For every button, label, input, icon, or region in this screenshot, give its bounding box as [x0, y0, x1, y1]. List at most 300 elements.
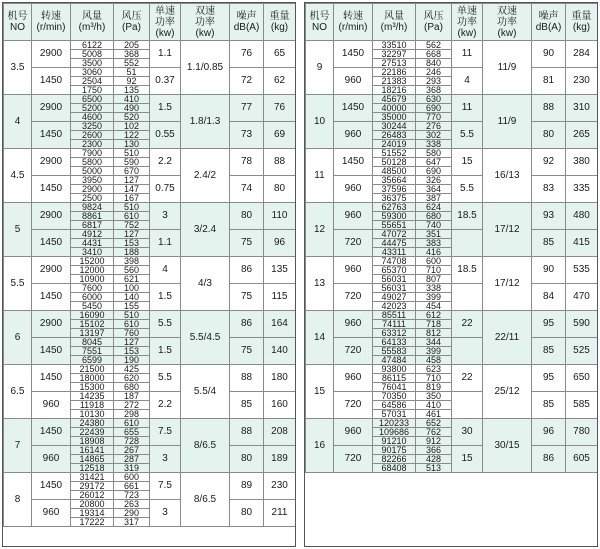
machine-no-cell: 7 — [4, 419, 32, 473]
noise-cell: 96 — [532, 419, 566, 446]
table-row — [306, 203, 598, 212]
noise-cell: 80 — [532, 122, 566, 149]
pressure-cell: 383 — [416, 239, 452, 248]
airflow-cell: 109686 — [373, 428, 416, 437]
rpm-cell: 960 — [32, 392, 71, 419]
double-power-cell: 17/12 — [483, 203, 532, 257]
table-row — [4, 122, 296, 131]
airflow-cell: 93800 — [373, 365, 416, 374]
airflow-cell: 16141 — [71, 446, 114, 455]
column-header — [71, 4, 114, 41]
pressure-cell: 135 — [114, 86, 150, 95]
column-header-line1: 重量 — [269, 11, 290, 22]
column-header — [150, 4, 181, 41]
pressure-cell: 661 — [114, 482, 150, 491]
single-power-cell: 1.5 — [150, 95, 181, 122]
airflow-cell: 76041 — [373, 383, 416, 392]
column-header-line2: 功率 — [195, 16, 215, 28]
table-row — [306, 419, 598, 428]
column-header-line3: (kw) — [457, 27, 477, 39]
airflow-cell: 64133 — [373, 338, 416, 347]
rpm-cell: 1450 — [32, 230, 71, 257]
pressure-cell: 710 — [416, 266, 452, 275]
double-power-cell: 11/9 — [483, 95, 532, 149]
single-power-cell: 7.5 — [150, 419, 181, 446]
airflow-cell: 5800 — [71, 158, 114, 167]
pressure-cell: 425 — [114, 365, 150, 374]
airflow-cell: 40000 — [373, 104, 416, 113]
airflow-cell: 14865 — [71, 455, 114, 464]
airflow-cell: 50128 — [373, 158, 416, 167]
airflow-cell: 21383 — [373, 77, 416, 86]
column-header-line2: 功率 — [497, 16, 517, 28]
pressure-cell: 562 — [416, 41, 452, 50]
pressure-cell: 302 — [416, 131, 452, 140]
column-header-line1: 风压 — [423, 11, 444, 22]
pressure-cell: 364 — [416, 185, 452, 194]
airflow-cell: 6000 — [71, 293, 114, 302]
column-header-line1: 机号 — [309, 11, 330, 22]
airflow-cell: 15102 — [71, 320, 114, 329]
double-power-cell: 1.8/1.3 — [181, 95, 230, 149]
column-header-line2: (r/min) — [36, 22, 66, 33]
pressure-cell: 510 — [114, 311, 150, 320]
rpm-cell: 1450 — [32, 365, 71, 392]
column-header-line2: dB(A) — [233, 22, 260, 33]
pressure-cell: 621 — [114, 275, 150, 284]
column-header-line2: NO — [312, 22, 327, 33]
airflow-cell: 12518 — [71, 464, 114, 473]
table-row — [306, 149, 598, 158]
double-power-cell: 1.1/0.85 — [181, 41, 230, 95]
machine-no-cell: 8 — [4, 473, 32, 527]
rpm-cell: 1450 — [334, 41, 373, 68]
pressure-cell: 188 — [114, 248, 150, 257]
single-power-cell: 0.55 — [150, 122, 181, 149]
rpm-cell: 960 — [334, 311, 373, 338]
pressure-cell: 338 — [416, 140, 452, 149]
pressure-cell: 51 — [114, 68, 150, 77]
single-power-cell: 1.1 — [150, 230, 181, 257]
airflow-cell: 4912 — [71, 230, 114, 239]
table-row — [4, 41, 296, 50]
table-row — [306, 41, 598, 50]
noise-cell: 88 — [230, 365, 264, 392]
airflow-cell: 19314 — [71, 509, 114, 518]
pressure-cell: 740 — [416, 221, 452, 230]
table-row — [306, 392, 598, 401]
rpm-cell: 1450 — [32, 176, 71, 203]
weight-cell: 164 — [264, 311, 296, 338]
pressure-cell: 153 — [114, 347, 150, 356]
airflow-cell: 26483 — [373, 131, 416, 140]
pressure-cell: 319 — [114, 464, 150, 473]
column-header-line1: 双速 — [497, 5, 517, 17]
rpm-cell: 960 — [32, 500, 71, 527]
column-header-line1: 噪声 — [236, 11, 257, 22]
pressure-cell: 624 — [416, 203, 452, 212]
pressure-cell: 293 — [416, 77, 452, 86]
pressure-cell: 630 — [416, 95, 452, 104]
table-row — [4, 284, 296, 293]
pressure-cell: 122 — [114, 131, 150, 140]
pressure-cell: 760 — [114, 329, 150, 338]
single-power-cell: 0.75 — [150, 176, 181, 203]
weight-cell: 135 — [264, 257, 296, 284]
airflow-cell: 18000 — [71, 374, 114, 383]
noise-cell: 84 — [532, 284, 566, 311]
table-row — [4, 392, 296, 401]
machine-no-cell: 10 — [306, 95, 334, 149]
rpm-cell: 960 — [334, 122, 373, 149]
rpm-cell: 960 — [334, 176, 373, 203]
weight-cell: 189 — [264, 446, 296, 473]
header-row — [4, 4, 296, 41]
pressure-cell: 680 — [416, 212, 452, 221]
table-row — [306, 230, 598, 239]
pressure-cell: 368 — [416, 86, 452, 95]
pressure-cell: 668 — [416, 50, 452, 59]
rpm-cell: 720 — [334, 284, 373, 311]
airflow-cell: 7600 — [71, 284, 114, 293]
single-power-cell — [452, 230, 483, 257]
pressure-cell: 155 — [114, 302, 150, 311]
single-power-cell: 1.5 — [150, 338, 181, 365]
machine-no-cell: 12 — [306, 203, 334, 257]
pressure-cell: 246 — [416, 68, 452, 77]
left-table-panel — [2, 2, 296, 547]
airflow-cell: 48500 — [373, 167, 416, 176]
machine-no-cell: 5.5 — [4, 257, 32, 311]
airflow-cell: 11918 — [71, 401, 114, 410]
machine-no-cell: 9 — [306, 41, 334, 95]
airflow-cell: 7900 — [71, 149, 114, 158]
airflow-cell: 85511 — [373, 311, 416, 320]
noise-cell: 73 — [230, 122, 264, 149]
table-row — [4, 500, 296, 509]
single-power-cell: 11 — [452, 41, 483, 68]
table-row — [4, 311, 296, 320]
table-row — [4, 230, 296, 239]
pressure-cell: 807 — [416, 275, 452, 284]
machine-no-cell: 5 — [4, 203, 32, 257]
rpm-cell: 1450 — [334, 149, 373, 176]
pressure-cell: 140 — [114, 293, 150, 302]
rpm-cell: 2900 — [32, 149, 71, 176]
machine-no-cell: 14 — [306, 311, 334, 365]
airflow-cell: 35000 — [373, 113, 416, 122]
table-row — [4, 149, 296, 158]
pressure-cell: 205 — [114, 41, 150, 50]
airflow-cell: 2300 — [71, 140, 114, 149]
airflow-cell: 90175 — [373, 446, 416, 455]
noise-cell: 95 — [532, 311, 566, 338]
pressure-cell: 298 — [114, 410, 150, 419]
single-power-cell: 3 — [150, 500, 181, 527]
column-header-line1: 重量 — [571, 11, 592, 22]
noise-cell: 95 — [532, 365, 566, 392]
airflow-cell: 47484 — [373, 356, 416, 365]
airflow-cell: 42023 — [373, 302, 416, 311]
airflow-cell: 5450 — [71, 302, 114, 311]
weight-cell: 470 — [566, 284, 598, 311]
pressure-cell: 690 — [416, 167, 452, 176]
rpm-cell: 960 — [334, 365, 373, 392]
pressure-cell: 647 — [416, 158, 452, 167]
airflow-cell: 30244 — [373, 122, 416, 131]
airflow-cell: 8861 — [71, 212, 114, 221]
airflow-cell: 2504 — [71, 77, 114, 86]
airflow-cell: 43311 — [373, 248, 416, 257]
single-power-cell: 5.5 — [150, 311, 181, 338]
single-power-cell: 18.5 — [452, 203, 483, 230]
rpm-cell: 960 — [334, 419, 373, 446]
airflow-cell: 2600 — [71, 131, 114, 140]
pressure-cell: 461 — [416, 410, 452, 419]
double-power-cell: 25/12 — [483, 365, 532, 419]
airflow-cell: 91210 — [373, 437, 416, 446]
machine-no-cell: 6.5 — [4, 365, 32, 419]
pressure-cell: 620 — [114, 374, 150, 383]
airflow-cell: 37596 — [373, 185, 416, 194]
airflow-cell: 56031 — [373, 275, 416, 284]
weight-cell: 585 — [566, 392, 598, 419]
single-power-cell: 3 — [150, 446, 181, 473]
header-row — [306, 4, 598, 41]
pressure-cell: 610 — [114, 320, 150, 329]
weight-cell: 211 — [264, 500, 296, 527]
airflow-cell: 15300 — [71, 383, 114, 392]
airflow-cell: 63312 — [373, 329, 416, 338]
weight-cell: 160 — [264, 392, 296, 419]
column-header-line2: 功率 — [155, 16, 175, 28]
airflow-cell: 5000 — [71, 167, 114, 176]
table-row — [306, 446, 598, 455]
airflow-cell: 74111 — [373, 320, 416, 329]
pressure-cell: 153 — [114, 239, 150, 248]
pressure-cell: 580 — [416, 149, 452, 158]
weight-cell: 230 — [264, 473, 296, 500]
airflow-cell: 14235 — [71, 392, 114, 401]
noise-cell: 85 — [532, 230, 566, 257]
pressure-cell: 690 — [416, 104, 452, 113]
noise-cell: 75 — [230, 230, 264, 257]
column-header-line1: 单速 — [457, 5, 477, 17]
single-power-cell: 7.5 — [150, 473, 181, 500]
weight-cell: 310 — [566, 95, 598, 122]
pressure-cell: 520 — [114, 113, 150, 122]
weight-cell: 140 — [264, 338, 296, 365]
column-header-line2: 功率 — [457, 16, 477, 28]
machine-no-cell: 16 — [306, 419, 334, 473]
airflow-cell: 64586 — [373, 401, 416, 410]
airflow-cell: 86115 — [373, 374, 416, 383]
rpm-cell: 1450 — [32, 284, 71, 311]
pressure-cell: 728 — [114, 437, 150, 446]
double-power-cell: 5.5/4 — [181, 365, 230, 419]
airflow-cell: 3060 — [71, 68, 114, 77]
double-power-cell: 11/9 — [483, 41, 532, 95]
weight-cell: 284 — [566, 41, 598, 68]
noise-cell: 75 — [230, 338, 264, 365]
pressure-cell: 655 — [114, 428, 150, 437]
weight-cell: 230 — [566, 68, 598, 95]
airflow-cell: 1750 — [71, 86, 114, 95]
pressure-cell: 416 — [416, 248, 452, 257]
pressure-cell: 190 — [114, 356, 150, 365]
table-row — [4, 365, 296, 374]
airflow-cell: 22186 — [373, 68, 416, 77]
column-header-line2: (kg) — [270, 22, 289, 33]
pressure-cell: 410 — [416, 401, 452, 410]
column-header — [373, 4, 416, 41]
column-header-line1: 风量 — [82, 11, 102, 22]
double-power-cell: 8/6.5 — [181, 473, 230, 527]
rpm-cell: 2900 — [32, 311, 71, 338]
weight-cell: 590 — [566, 311, 598, 338]
weight-cell: 80 — [264, 176, 296, 203]
airflow-cell: 31421 — [71, 473, 114, 482]
rpm-cell: 720 — [334, 392, 373, 419]
machine-no-cell: 6 — [4, 311, 32, 365]
table-row — [306, 284, 598, 293]
rpm-cell: 960 — [32, 446, 71, 473]
pressure-cell: 552 — [114, 59, 150, 68]
table-row — [306, 365, 598, 374]
rpm-cell: 720 — [334, 230, 373, 257]
pressure-cell: 770 — [416, 113, 452, 122]
pressure-cell: 458 — [416, 356, 452, 365]
column-header-line2: (kg) — [572, 22, 591, 33]
pressure-cell: 287 — [114, 455, 150, 464]
pressure-cell: 147 — [114, 185, 150, 194]
pressure-cell: 399 — [416, 293, 452, 302]
double-power-cell: 4/3 — [181, 257, 230, 311]
airflow-cell: 20800 — [71, 500, 114, 509]
weight-cell: 650 — [566, 365, 598, 392]
column-header — [532, 4, 566, 41]
table-row — [4, 95, 296, 104]
rpm-cell: 1450 — [32, 473, 71, 500]
table-row — [4, 176, 296, 185]
pressure-cell: 752 — [114, 221, 150, 230]
machine-no-cell: 13 — [306, 257, 334, 311]
single-power-cell: 22 — [452, 365, 483, 392]
column-header — [181, 4, 230, 41]
column-header — [264, 4, 296, 41]
pressure-cell: 490 — [114, 104, 150, 113]
rpm-cell: 2900 — [32, 203, 71, 230]
table-row — [306, 338, 598, 347]
pressure-cell: 350 — [416, 392, 452, 401]
double-power-cell: 16/13 — [483, 149, 532, 203]
rpm-cell: 1450 — [32, 68, 71, 95]
airflow-cell: 29172 — [71, 482, 114, 491]
single-power-cell: 0.37 — [150, 68, 181, 95]
single-power-cell: 1.1 — [150, 41, 181, 68]
pressure-cell: 410 — [114, 95, 150, 104]
airflow-cell: 4431 — [71, 239, 114, 248]
noise-cell: 85 — [230, 392, 264, 419]
single-power-cell: 4 — [150, 257, 181, 284]
single-power-cell: 1.5 — [150, 284, 181, 311]
table-row — [306, 68, 598, 77]
noise-cell: 90 — [532, 41, 566, 68]
noise-cell: 88 — [532, 95, 566, 122]
column-header-line2: (m³/h) — [78, 22, 106, 33]
table-row — [4, 419, 296, 428]
noise-cell: 77 — [230, 95, 264, 122]
machine-no-cell: 3.5 — [4, 41, 32, 95]
noise-cell: 86 — [230, 311, 264, 338]
single-power-cell: 22 — [452, 311, 483, 338]
column-header-line1: 转速 — [41, 11, 61, 22]
rpm-cell: 1450 — [32, 122, 71, 149]
weight-cell: 480 — [566, 203, 598, 230]
pressure-cell: 819 — [416, 383, 452, 392]
table-row — [4, 257, 296, 266]
noise-cell: 78 — [230, 149, 264, 176]
airflow-cell: 47072 — [373, 230, 416, 239]
airflow-cell: 12000 — [71, 266, 114, 275]
pressure-cell: 510 — [114, 149, 150, 158]
rpm-cell: 960 — [334, 257, 373, 284]
airflow-cell: 6500 — [71, 95, 114, 104]
noise-cell: 86 — [230, 257, 264, 284]
noise-cell: 72 — [230, 68, 264, 95]
airflow-cell: 74708 — [373, 257, 416, 266]
airflow-cell: 2900 — [71, 185, 114, 194]
machine-no-cell: 15 — [306, 365, 334, 419]
machine-no-cell: 11 — [306, 149, 334, 203]
weight-cell: 69 — [264, 122, 296, 149]
airflow-cell: 17222 — [71, 518, 114, 527]
weight-cell: 380 — [566, 149, 598, 176]
single-power-cell — [452, 392, 483, 419]
table-row — [306, 95, 598, 104]
single-power-cell: 15 — [452, 149, 483, 176]
column-header — [566, 4, 598, 41]
pressure-cell: 560 — [114, 266, 150, 275]
rpm-cell: 2900 — [32, 257, 71, 284]
column-header — [334, 4, 373, 41]
column-header-line3: (kw) — [195, 27, 215, 39]
pressure-cell: 710 — [416, 374, 452, 383]
weight-cell: 208 — [264, 419, 296, 446]
noise-cell: 86 — [532, 446, 566, 473]
noise-cell: 74 — [230, 176, 264, 203]
weight-cell: 535 — [566, 257, 598, 284]
rpm-cell: 720 — [334, 338, 373, 365]
double-power-cell: 5.5/4.5 — [181, 311, 230, 365]
column-header — [483, 4, 532, 41]
airflow-cell: 35664 — [373, 176, 416, 185]
airflow-cell: 59300 — [373, 212, 416, 221]
weight-cell: 525 — [566, 338, 598, 365]
airflow-cell: 56031 — [373, 284, 416, 293]
weight-cell: 335 — [566, 176, 598, 203]
column-header — [306, 4, 334, 41]
double-power-cell: 8/6.5 — [181, 419, 230, 473]
airflow-cell: 65370 — [373, 266, 416, 275]
weight-cell: 110 — [264, 203, 296, 230]
pressure-cell: 670 — [114, 167, 150, 176]
column-header-line1: 风量 — [384, 11, 404, 22]
column-header-line1: 双速 — [195, 5, 215, 17]
weight-cell: 415 — [566, 230, 598, 257]
pressure-cell: 290 — [114, 509, 150, 518]
airflow-cell: 24019 — [373, 140, 416, 149]
